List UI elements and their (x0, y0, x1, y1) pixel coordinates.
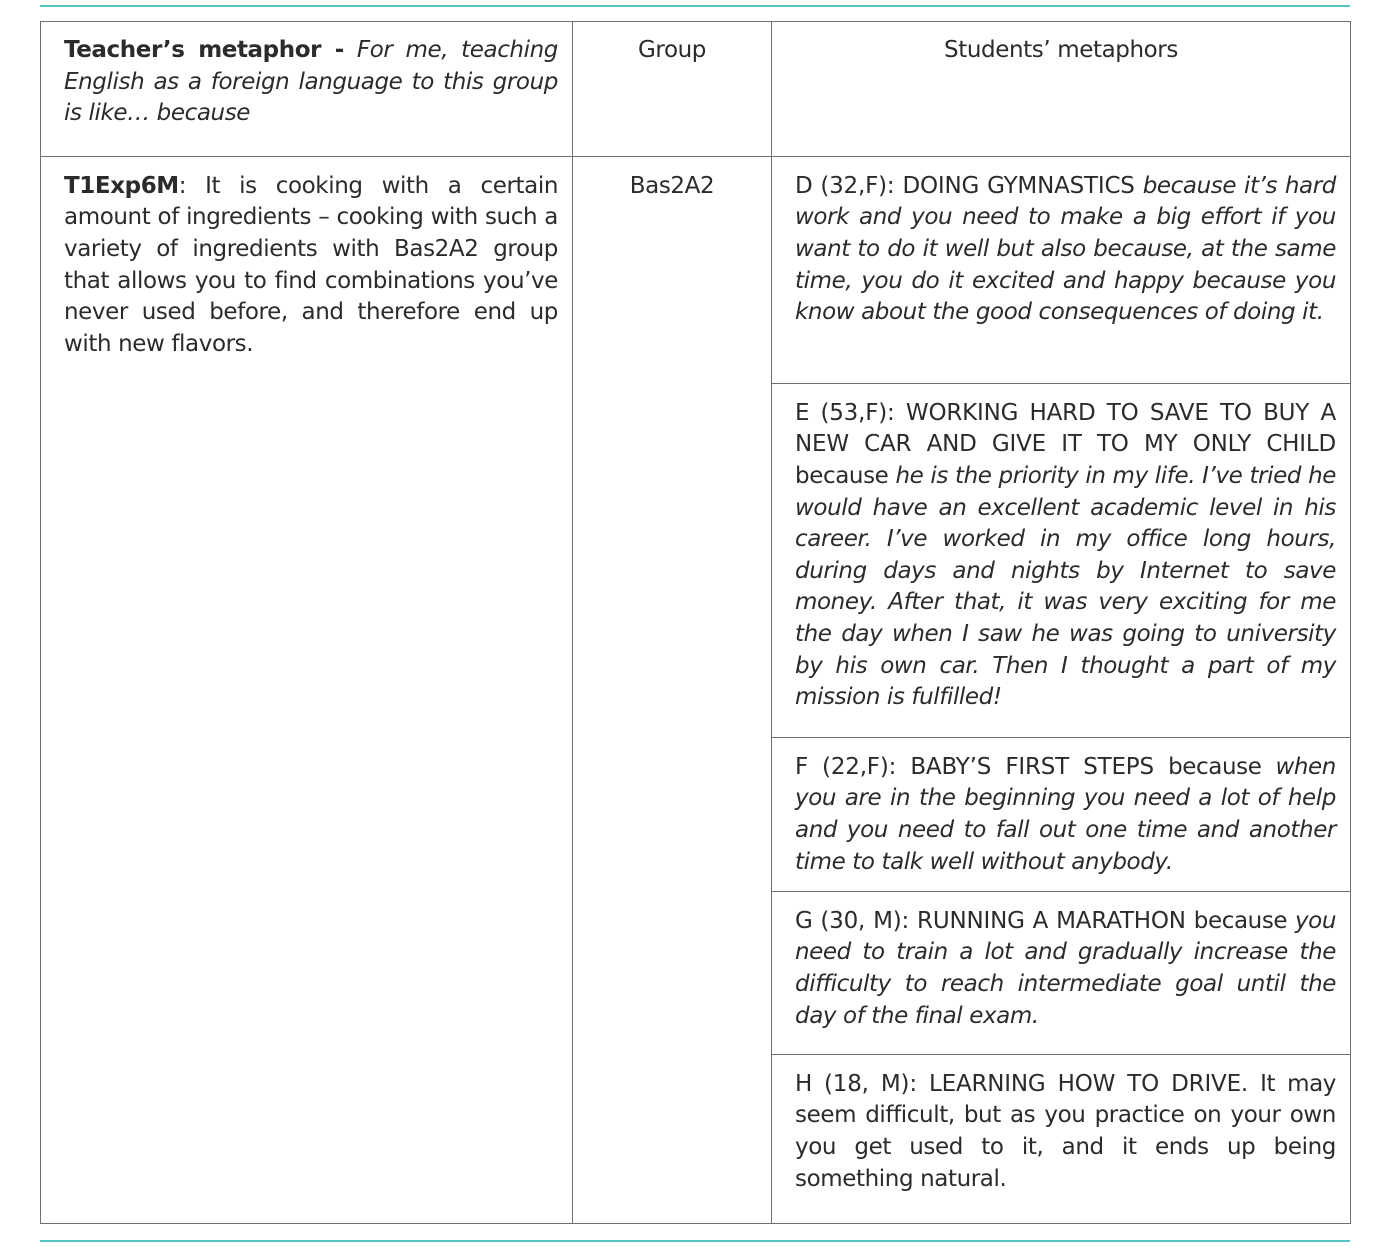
teacher-metaphor-header (41, 22, 573, 157)
bottom-rule (40, 1240, 1350, 1242)
teacher-metaphor-label: Teacher’s metaphor - (64, 37, 344, 63)
student-metaphor-h (772, 1054, 1351, 1223)
student-meta: (53,F): WORKING HARD TO SAVE TO BUY A NEW CAR AND GIVE IT TO MY ONLY CHILD (795, 399, 1336, 458)
student-reason: when you are in the beginning you need a lot of help and you need to fall out one time and another time to talk well without anybody. (795, 753, 1336, 875)
teacher-code: T1Exp6M (64, 172, 179, 199)
student-metaphor-f (772, 737, 1351, 891)
student-because: because (1193, 907, 1295, 934)
student-id: F (795, 753, 808, 780)
table-header-row (41, 22, 1351, 157)
teacher-metaphor-cell (41, 156, 573, 1223)
student-meta: (32,F): DOING GYMNASTICS (812, 172, 1143, 199)
student-id: E (795, 399, 810, 426)
student-metaphor-g (772, 891, 1351, 1054)
student-meta: (18, M): LEARNING HOW TO DRIVE. (811, 1070, 1261, 1097)
student-reason: he is the priority in my life. I’ve tried he would have an excellent academic level in his career. I’ve worked in my office long hours, during days and nights by Internet to save money. After that, it was very exciting for me the day when I saw he was going to university by his own car. Then I thought a part of my mission is fulfilled! (795, 462, 1337, 711)
student-id: H (795, 1070, 812, 1097)
student-because: because (795, 462, 896, 489)
students-metaphors-header: Students’ metaphors (772, 22, 1351, 157)
metaphor-table (40, 21, 1351, 1224)
teacher-metaphor-text: : It is cooking with a certain amount of ingredients – cooking with such a variety of ingredients with Bas2A2 group that allows you to find combinations you’ve never used before, and therefore end up with new flavors. (64, 172, 558, 357)
group-header: Group (573, 22, 772, 157)
student-id: G (795, 907, 813, 934)
student-reason: It may seem difficult, but as you practice on your own you get used to it, and it ends up being something natural. (795, 1070, 1336, 1192)
top-rule (40, 5, 1350, 7)
student-meta: (22,F): BABY’S FIRST STEPS (807, 753, 1169, 780)
table-row (41, 156, 1351, 383)
student-metaphor-d (772, 156, 1351, 383)
student-because: because (1168, 753, 1276, 780)
student-metaphor-e (772, 383, 1351, 737)
student-reason: because it’s hard work and you need to make a big effort if you want to do it well but also because, at the same time, you do it excited and happy because you know about the good consequences of doing it. (795, 172, 1337, 326)
group-cell: Bas2A2 (573, 156, 772, 1223)
student-reason: you need to train a lot and gradually increase the difficulty to reach intermediate goal until the day of the final exam. (795, 907, 1336, 1029)
student-meta: (30, M): RUNNING A MARATHON (812, 907, 1194, 934)
student-id: D (795, 172, 813, 199)
teacher-metaphor-prompt: For me, teaching English as a foreign language to this group is like… because (64, 37, 558, 127)
